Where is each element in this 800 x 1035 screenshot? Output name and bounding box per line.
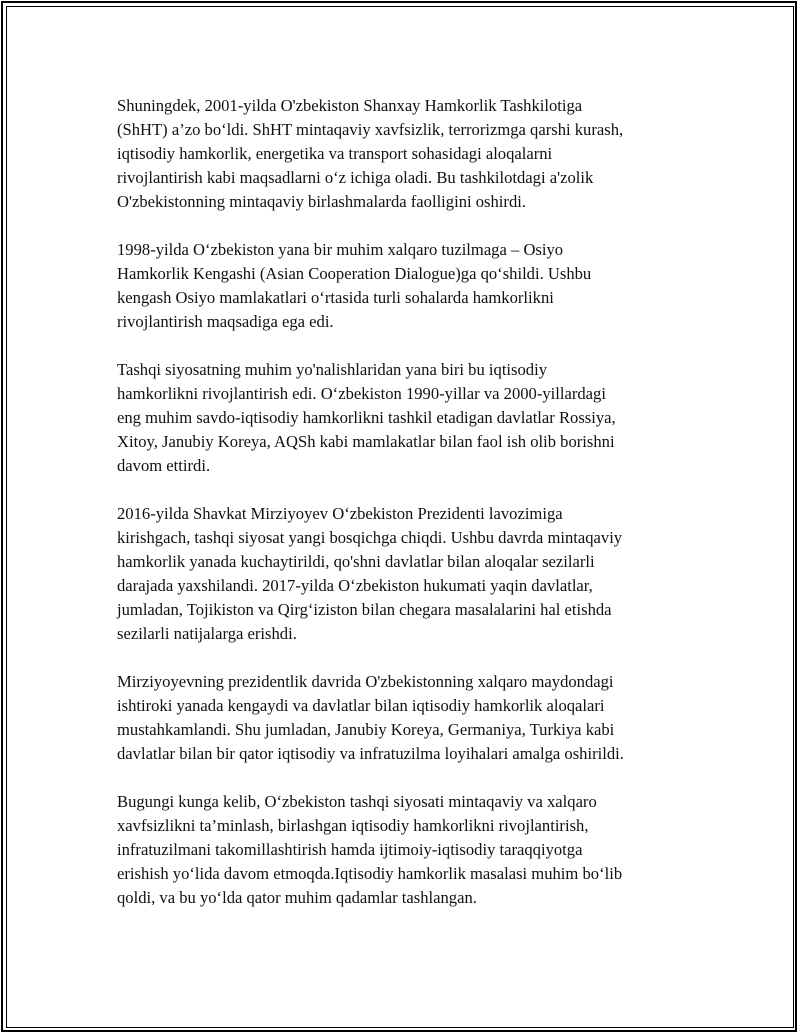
paragraph-mirziyoyev-foreign-policy: 2016-yilda Shavkat Mirziyoyev O‘zbekiston Prezidenti lavozimiga kirishgach, tashqi siyosat yangi bosqichga chiqdi. Ushbu davrda mintaqaviy hamkorlik yanada kuchaytirildi, qo'shni davlatlar bilan aloqalar sezilarli darajada yaxshilandi. 2017-yilda O‘zbekiston hukumati yaqin davlatlar, jumladan, Tojikiston va Qirg‘iziston bilan chegara masalalarini hal etishda sezilarli natijalarga erishdi. [117, 504, 623, 643]
paragraph-current-policy: Bugungi kunga kelib, O‘zbekiston tashqi siyosati mintaqaviy va xalqaro xavfsizlikni ta’minlash, birlashgan iqtisodiy hamkorlikni rivojlantirish, infratuzilmani takomillashtirish hamda ijtimoiy-iqtisodiy taraqqiyotga erishish yo‘lida davom etmoqda.Iqtisodiy hamkorlik masalasi muhim bo‘lib qoldi, va bu yo‘lda qator muhim qadamlar tashlangan. [117, 792, 623, 907]
paragraph-economic-cooperation: Tashqi siyosatning muhim yo'nalishlaridan yana biri bu iqtisodiy hamkorlikni rivojlantirish edi. O‘zbekiston 1990-yillar va 2000-yillardagi eng muhim savdo-iqtisodiy hamkorlikni tashkil etadigan davlatlar Rossiya, Xitoy, Janubiy Koreya, AQSh kabi mamlakatlar bilan faol ish olib borishni davom ettirdi. [117, 360, 616, 475]
paragraph-international-presence: Mirziyoyevning prezidentlik davrida O'zbekistonning xalqaro maydondagi ishtiroki yanada kengaydi va davlatlar bilan iqtisodiy hamkorlik aloqalari mustahkamlandi. Shu jumladan, Janubiy Koreya, Germaniya, Turkiya kabi davlatlar bilan bir qator iqtisodiy va infratuzilma loyihalari amalga oshirildi. [117, 672, 624, 763]
paragraph-sco-membership: Shuningdek, 2001-yilda O'zbekiston Shanxay Hamkorlik Tashkilotiga (ShHT) a’zo bo‘ldi. ShHT mintaqaviy xavfsizlik, terrorizmga qarshi kurash, iqtisodiy hamkorlik, energetika va transport sohasidagi aloqalarni rivojlantirish kabi maqsadlarni o‘z ichiga oladi. Bu tashkilotdagi a'zolik O'zbekistonning mintaqaviy birlashmalarda faolligini oshirdi. [117, 96, 624, 211]
document-body [117, 94, 707, 934]
paragraph-asian-cooperation-dialogue: 1998-yilda O‘zbekiston yana bir muhim xalqaro tuzilmaga – Osiyo Hamkorlik Kengashi (Asian Cooperation Dialogue)ga qo‘shildi. Ushbu kengash Osiyo mamlakatlari o‘rtasida turli sohalarda hamkorlikni rivojlantirish maqsadiga ega edi. [117, 240, 592, 331]
